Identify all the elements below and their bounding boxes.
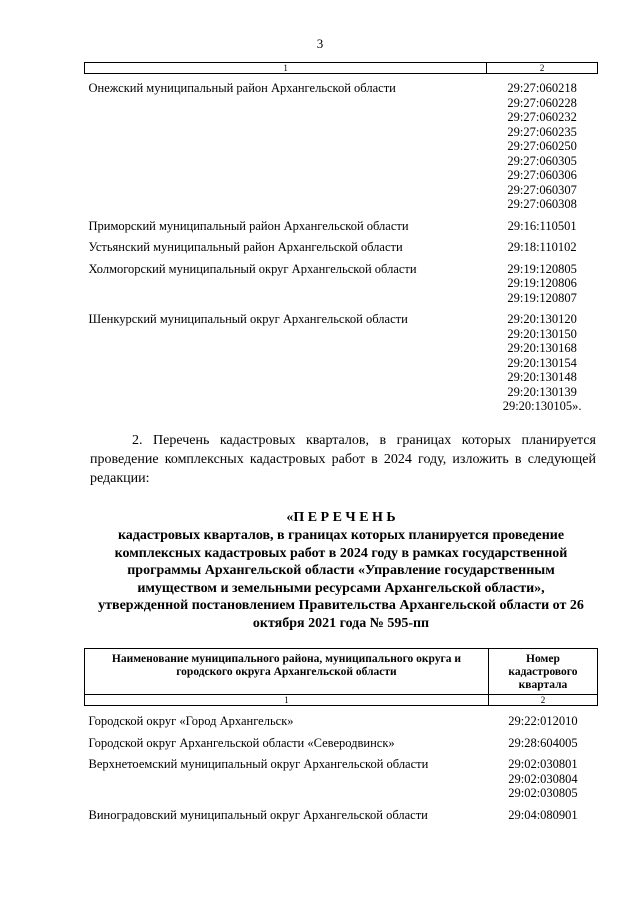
cadastral-code: 29:28:604005: [508, 735, 578, 750]
cadastral-codes: [488, 706, 597, 729]
cadastral-code: 29:27:060305: [507, 153, 577, 168]
cadastral-code: 29:27:060250: [507, 139, 577, 153]
header-code-column: Номер кадастрового квартала: [488, 649, 597, 695]
district-name: Виноградовский муниципальный округ Архангельской области: [88, 807, 428, 822]
table-row: [85, 233, 598, 255]
cadastral-code: 29:19:120805: [507, 261, 577, 276]
cadastral-code: 29:20:130154: [507, 355, 577, 370]
col-number-2: 2: [488, 695, 597, 706]
table-2: [84, 648, 598, 822]
table-row: [85, 706, 598, 729]
cadastral-code: 29:27:060306: [507, 168, 577, 182]
col-number-1: 1: [85, 63, 487, 74]
cadastral-code: 29:19:120806: [507, 276, 577, 290]
table-row: [85, 305, 598, 414]
table-2-numbers: [85, 695, 598, 706]
table-row: [85, 750, 598, 801]
cadastral-code: 29:27:060307: [507, 182, 577, 197]
cadastral-code: 29:20:130168: [507, 341, 577, 355]
district-name: Шенкурский муниципальный округ Архангельской области: [88, 312, 408, 326]
table-row: [85, 729, 598, 751]
cadastral-codes: [488, 729, 597, 751]
table-1: [84, 62, 598, 414]
cadastral-codes: [487, 305, 598, 414]
cadastral-code: 29:27:060232: [507, 110, 577, 124]
district-name: Холмогорский муниципальный округ Архангельской области: [88, 261, 417, 276]
cadastral-code: 29:27:060235: [507, 124, 577, 139]
cadastral-code: 29:27:060218: [507, 81, 577, 95]
cadastral-codes: [487, 74, 598, 212]
cadastral-code: 29:20:130105».: [502, 399, 582, 413]
title-perechen: «П Е Р Е Ч Е Н Ь: [286, 510, 396, 525]
table-2-header: [85, 649, 598, 695]
cadastral-codes: [488, 750, 597, 801]
district-name: Городской округ Архангельской области «Северодвинск»: [88, 735, 395, 750]
table-2-body: [85, 706, 598, 823]
page-number: 3: [316, 36, 324, 51]
cadastral-code: 29:02:030804: [508, 771, 578, 786]
cadastral-code: 29:02:030801: [508, 757, 578, 771]
cadastral-code: 29:02:030805: [508, 786, 578, 800]
table-row: [85, 255, 598, 306]
cadastral-codes: [487, 212, 598, 234]
cadastral-code: 29:20:130120: [507, 312, 577, 326]
cadastral-codes: [487, 255, 598, 306]
col-number-2: 2: [487, 63, 598, 74]
district-name: Онежский муниципальный район Архангельской области: [88, 81, 396, 95]
cadastral-code: 29:20:130150: [507, 326, 577, 341]
col-number-1: 1: [85, 695, 489, 706]
cadastral-code: 29:20:130139: [507, 384, 577, 399]
table-1-body: [85, 74, 598, 414]
cadastral-code: 29:22:012010: [508, 714, 578, 728]
district-name: Приморский муниципальный район Архангельской области: [88, 218, 409, 233]
district-name: Городской округ «Город Архангельск»: [88, 714, 294, 728]
cadastral-code: 29:20:130148: [507, 370, 577, 384]
paragraph-2: 2. Перечень кадастровых кварталов, в границах которых планируется проведение комплексных кадастровых работ в 2024 году, изложить в следующей редакции:: [90, 433, 596, 486]
cadastral-code: 29:19:120807: [507, 290, 577, 305]
cadastral-codes: [487, 233, 598, 255]
cadastral-codes: [488, 801, 597, 823]
cadastral-code: 29:18:110102: [507, 240, 577, 254]
table-row: [85, 212, 598, 234]
district-name: Устьянский муниципальный район Архангельской области: [88, 240, 403, 254]
table-row: [85, 801, 598, 823]
table-1-header: [85, 63, 598, 74]
cadastral-code: 29:04:080901: [508, 807, 578, 822]
table-row: [85, 74, 598, 212]
title-text: кадастровых кварталов, в границах которых планируется проведение комплексных кадастровых работ в 2024 году в рамках государственной программы Архангельской области «Управление государственным имуществом и земельными ресурсами Архангельской области», утвержденной постановлением Правительства Архангельской области от 26 октября 2021 года № 595-пп: [98, 528, 584, 631]
district-name: Верхнетоемский муниципальный округ Архангельской области: [88, 757, 429, 771]
cadastral-code: 29:27:060308: [507, 197, 577, 211]
cadastral-code: 29:16:110501: [507, 218, 577, 233]
header-name-column: Наименование муниципального района, муниципального округа и городского округа Архангельской области: [85, 649, 489, 695]
cadastral-code: 29:27:060228: [507, 95, 577, 110]
